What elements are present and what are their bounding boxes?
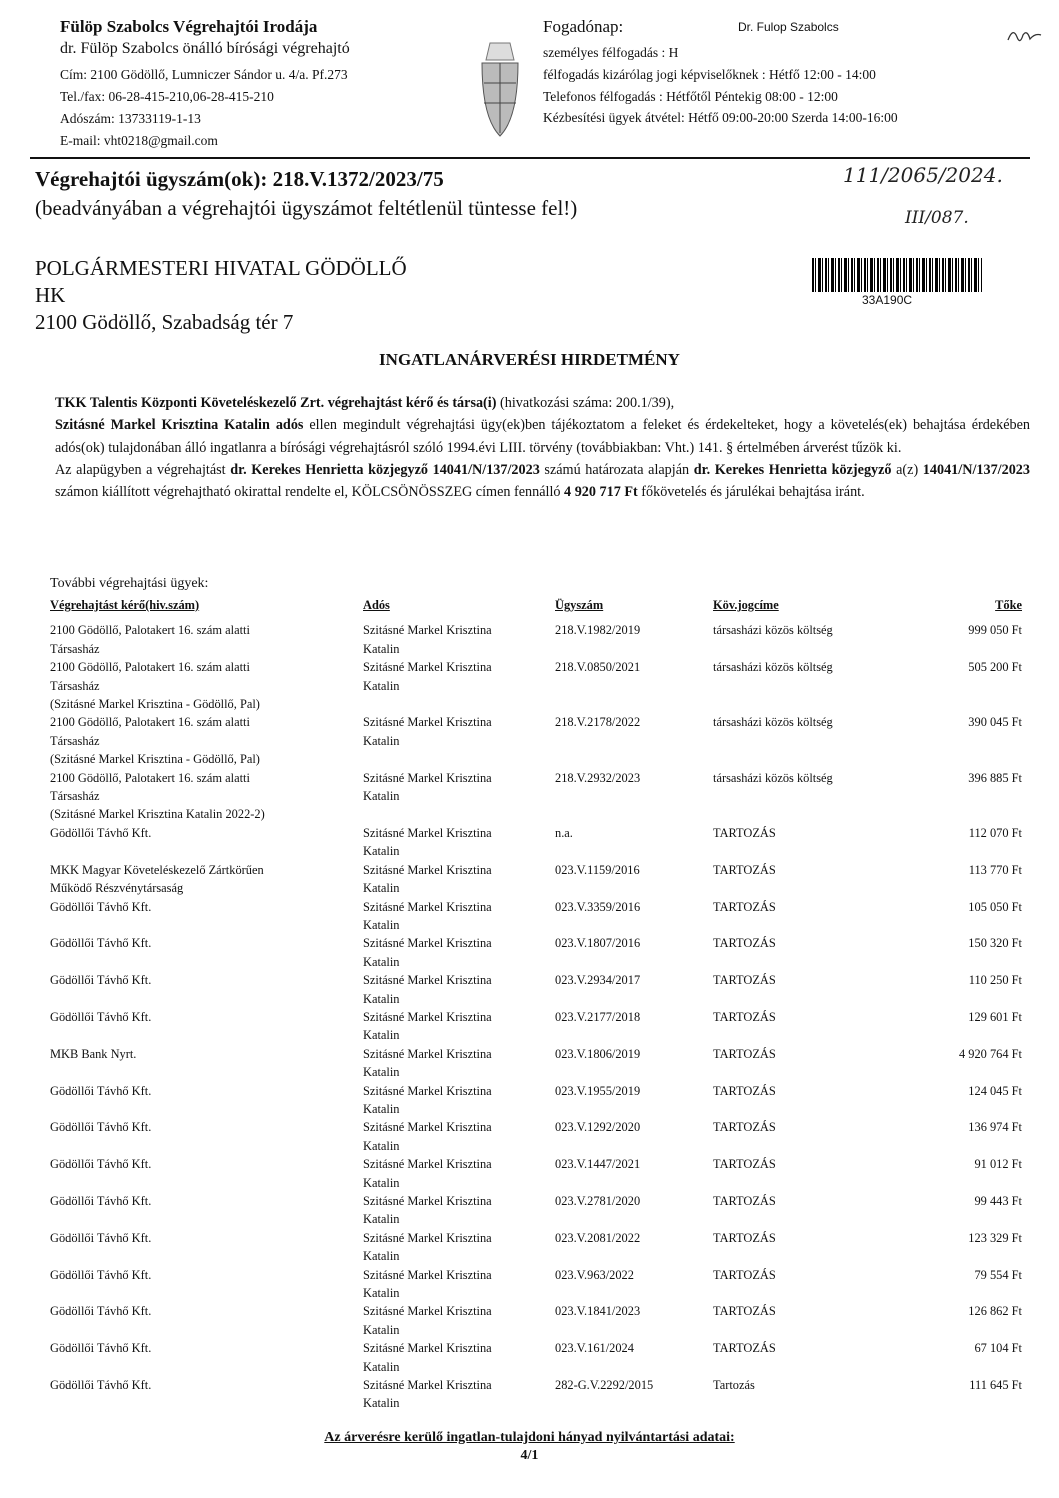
row-case-number: 282-G.V.2292/2015 <box>555 1378 654 1393</box>
coat-of-arms-emblem <box>478 38 520 138</box>
row-claim-title: TARTOZÁS <box>713 1304 776 1319</box>
row-amount: 123 329 Ft <box>968 1230 1022 1245</box>
table-row <box>50 1082 1025 1119</box>
row-debtor: Szitásné Markel Krisztina Katalin <box>363 1341 492 1374</box>
row-creditor: Gödöllői Távhő Kft. <box>50 1157 152 1172</box>
row-claim-title: Tartozás <box>713 1378 755 1393</box>
document-heading: INGATLANÁRVERÉSI HIRDETMÉNY <box>379 350 680 369</box>
debtor-name: Szitásné Markel Krisztina Katalin adós <box>55 417 304 434</box>
table-row <box>50 861 1025 898</box>
row-claim-title: TARTOZÁS <box>713 1267 776 1282</box>
row-case-number: 023.V.1292/2020 <box>555 1120 641 1135</box>
notary-name: dr. Kerekes Henrietta közjegyző <box>693 461 892 478</box>
row-case-number: 218.V.1982/2019 <box>555 623 641 638</box>
row-case-number: 023.V.2081/2022 <box>555 1230 641 1245</box>
table-row <box>50 1155 1025 1192</box>
table-row <box>50 1229 1025 1266</box>
office-name: Fülöp Szabolcs Végrehajtói Irodája <box>60 17 318 36</box>
row-amount: 124 045 Ft <box>968 1083 1022 1098</box>
table-row <box>50 658 1025 713</box>
row-amount: 396 885 Ft <box>968 770 1022 785</box>
table-row <box>50 1302 1025 1339</box>
notice-text: a(z) <box>891 461 923 478</box>
row-case-number: 023.V.1807/2016 <box>555 936 641 951</box>
principal-amount: 4 920 717 Ft <box>564 484 638 501</box>
row-case-number: 023.V.3359/2016 <box>555 899 641 914</box>
table-row <box>50 1266 1025 1303</box>
table-row <box>50 1192 1025 1229</box>
row-debtor: Szitásné Markel Krisztina Katalin <box>363 825 492 859</box>
row-amount: 111 645 Ft <box>969 1378 1022 1393</box>
property-section-heading: Az árverésre kerülő ingatlan-tulajdoni hányad nyilvántartási adatai: <box>324 1430 735 1445</box>
row-debtor: Szitásné Markel Krisztina Katalin <box>363 1230 492 1264</box>
table-row <box>50 1376 1025 1413</box>
reception-line: félfogadás kizárólag jogi képviselőknek : Hétfő 12:00 - 14:00 <box>543 67 876 82</box>
row-amount: 110 250 Ft <box>968 973 1022 988</box>
row-creditor: Gödöllői Távhő Kft. <box>50 1341 152 1356</box>
row-debtor: Szitásné Markel Krisztina Katalin <box>363 1009 492 1043</box>
row-amount: 112 070 Ft <box>968 825 1022 840</box>
notice-text: Az alapügyben a végrehajtást <box>55 461 231 478</box>
row-case-number: 023.V.1841/2023 <box>555 1304 641 1319</box>
notice-text: főkövetelés és járulékai behajtása iránt. <box>637 484 865 501</box>
table-row <box>50 824 1025 861</box>
row-claim-title: társasházi közös költség <box>713 715 833 730</box>
row-case-number: 023.V.2934/2017 <box>555 973 641 988</box>
row-creditor: 2100 Gödöllő, Palotakert 16. szám alatti Társasház (Szitásné Markel Krisztina - Gödöllő, Pal) <box>50 660 260 712</box>
row-creditor: Gödöllői Távhő Kft. <box>50 1194 152 1208</box>
row-amount: 136 974 Ft <box>968 1120 1022 1135</box>
recipient-address: 2100 Gödöllő, Szabadság tér 7 <box>35 310 294 334</box>
row-debtor: Szitásné Markel Krisztina Katalin <box>363 936 492 969</box>
creditor-reference: (hivatkozási száma: 200.1/39), <box>496 395 675 411</box>
row-amount: 126 862 Ft <box>968 1304 1022 1319</box>
row-creditor: 2100 Gödöllő, Palotakert 16. szám alatti Társasház <box>50 623 250 656</box>
row-amount: 67 104 Ft <box>974 1341 1022 1356</box>
table-row <box>50 1339 1025 1376</box>
row-debtor: Szitásné Markel Krisztina Katalin <box>363 770 492 804</box>
notice-body <box>55 392 1030 503</box>
row-amount: 99 443 Ft <box>974 1194 1022 1208</box>
table-row <box>50 769 1025 824</box>
col-debtor: Adós <box>363 598 390 612</box>
table-header <box>50 596 1025 614</box>
table-row <box>50 971 1025 1008</box>
row-case-number: n.a. <box>555 825 573 840</box>
row-creditor: Gödöllői Távhő Kft. <box>50 1304 152 1319</box>
row-claim-title: TARTOZÁS <box>713 825 776 840</box>
row-amount: 129 601 Ft <box>968 1009 1022 1024</box>
row-claim-title: TARTOZÁS <box>713 1083 776 1098</box>
table-row <box>50 621 1025 658</box>
col-amount: Tőke <box>995 598 1022 612</box>
row-claim-title: társasházi közös költség <box>713 770 833 785</box>
row-debtor: Szitásné Markel Krisztina Katalin <box>363 899 492 932</box>
row-debtor: Szitásné Markel Krisztina Katalin <box>363 1194 492 1227</box>
digital-signer: Dr. Fulop Szabolcs <box>738 20 839 34</box>
row-amount: 505 200 Ft <box>968 660 1022 675</box>
row-claim-title: TARTOZÁS <box>713 1230 776 1245</box>
row-debtor: Szitásné Markel Krisztina Katalin <box>363 1157 492 1190</box>
row-creditor: Gödöllői Távhő Kft. <box>50 1009 152 1024</box>
row-claim-title: TARTOZÁS <box>713 936 776 951</box>
col-creditor: Végrehajtást kérő(hiv.szám) <box>50 598 200 612</box>
reception-line: személyes félfogadás : H <box>543 45 679 60</box>
bailiff-title: dr. Fülöp Szabolcs önálló bírósági végrehajtó <box>60 40 350 57</box>
row-amount: 4 920 764 Ft <box>959 1046 1022 1061</box>
row-case-number: 023.V.963/2022 <box>555 1267 634 1282</box>
row-debtor: Szitásné Markel Krisztina Katalin <box>363 1083 492 1116</box>
notice-text: számú határozata alapján <box>539 461 694 478</box>
notary-number: 14041/N/137/2023 <box>922 461 1030 478</box>
row-creditor: MKK Magyar Követeléskezelő Zártkörűen Működő Részvénytársaság <box>50 862 264 896</box>
row-creditor: Gödöllői Távhő Kft. <box>50 973 152 988</box>
row-debtor: Szitásné Markel Krisztina Katalin <box>363 1046 492 1080</box>
page-number: 4/1 <box>520 1448 539 1463</box>
handwritten-subnumber: III/087. <box>905 208 969 228</box>
row-amount: 91 012 Ft <box>974 1157 1022 1172</box>
row-creditor: 2100 Gödöllő, Palotakert 16. szám alatti Társasház (Szitásné Markel Krisztina - Gödöllő, Pal) <box>50 715 260 767</box>
row-amount: 79 554 Ft <box>974 1267 1022 1282</box>
row-creditor: Gödöllői Távhő Kft. <box>50 899 152 914</box>
row-amount: 105 050 Ft <box>968 899 1022 914</box>
creditor-name: TKK Talentis Központi Követeléskezelő Zrt. végrehajtást kérő és társa(i) <box>55 395 497 411</box>
recipient-line2: HK <box>35 283 66 307</box>
row-creditor: Gödöllői Távhő Kft. <box>50 1083 152 1098</box>
row-claim-title: TARTOZÁS <box>713 1009 776 1024</box>
office-phone: Tel./fax: 06-28-415-210,06-28-415-210 <box>60 89 274 104</box>
col-case: Ügyszám <box>555 598 604 612</box>
row-amount: 150 320 Ft <box>968 936 1022 951</box>
cases-table <box>50 596 1025 1413</box>
notice-text: ellen megindult végrehajtási ügy(ek)ben tájékoztatom a feleket és érdekelteket, hogy a követelés(ek) behajtása érdekében adós(ok) tulajdonában álló ingatlanra a bírósági végrehajtásról szóló 1994.évi LIII. törvény (továbbiakban: Vht.) 141. § értelmében árverést tűzök ki. <box>55 417 1030 456</box>
row-claim-title: társasházi közös költség <box>713 623 833 638</box>
row-claim-title: TARTOZÁS <box>713 1194 776 1208</box>
office-tax-number: Adószám: 13733119-1-13 <box>60 111 201 126</box>
row-creditor: Gödöllői Távhő Kft. <box>50 936 152 951</box>
table-row <box>50 1045 1025 1082</box>
handwritten-registration: 111/2065/2024. <box>843 163 1003 187</box>
row-case-number: 218.V.0850/2021 <box>555 660 641 675</box>
reception-line: Telefonos félfogadás : Hétfőtől Péntekig 08:00 - 12:00 <box>543 89 838 104</box>
notary-ref: dr. Kerekes Henrietta közjegyző 14041/N/137/2023 <box>230 461 540 478</box>
row-claim-title: TARTOZÁS <box>713 1157 776 1172</box>
row-case-number: 023.V.1806/2019 <box>555 1046 641 1061</box>
header-divider <box>30 157 1030 159</box>
office-email: E-mail: vht0218@gmail.com <box>60 133 218 148</box>
row-claim-title: TARTOZÁS <box>713 1120 776 1135</box>
row-creditor: Gödöllői Távhő Kft. <box>50 825 152 840</box>
row-case-number: 023.V.1159/2016 <box>555 862 640 877</box>
row-creditor: Gödöllői Távhő Kft. <box>50 1378 152 1393</box>
table-row <box>50 713 1025 768</box>
row-debtor: Szitásné Markel Krisztina Katalin <box>363 1378 492 1411</box>
row-debtor: Szitásné Markel Krisztina Katalin <box>363 973 492 1006</box>
barcode <box>812 258 982 292</box>
row-case-number: 023.V.2781/2020 <box>555 1194 641 1208</box>
office-address: Cím: 2100 Gödöllő, Lumniczer Sándor u. 4/a. Pf.273 <box>60 67 348 82</box>
row-debtor: Szitásné Markel Krisztina Katalin <box>363 715 492 748</box>
col-title: Köv.jogcíme <box>713 598 779 612</box>
table-caption: További végrehajtási ügyek: <box>50 576 209 591</box>
row-creditor: Gödöllői Távhő Kft. <box>50 1120 152 1135</box>
reception-line: Kézbesítési ügyek átvétel: Hétfő 09:00-20:00 Szerda 14:00-16:00 <box>543 110 898 125</box>
case-number: Végrehajtói ügyszám(ok): 218.V.1372/2023/75 <box>35 167 444 191</box>
row-debtor: Szitásné Markel Krisztina Katalin <box>363 623 492 656</box>
row-claim-title: TARTOZÁS <box>713 1341 776 1356</box>
row-debtor: Szitásné Markel Krisztina Katalin <box>363 862 492 896</box>
row-creditor: 2100 Gödöllő, Palotakert 16. szám alatti Társasház (Szitásné Markel Krisztina Katalin 2022-2) <box>50 770 265 822</box>
table-row <box>50 898 1025 935</box>
row-claim-title: TARTOZÁS <box>713 862 776 877</box>
row-claim-title: társasházi közös költség <box>713 660 833 675</box>
row-amount: 113 770 Ft <box>968 862 1022 877</box>
row-case-number: 218.V.2932/2023 <box>555 770 641 785</box>
row-amount: 999 050 Ft <box>968 623 1022 638</box>
row-creditor: MKB Bank Nyrt. <box>50 1046 137 1061</box>
row-claim-title: TARTOZÁS <box>713 899 776 914</box>
table-row <box>50 1008 1025 1045</box>
reception-title: Fogadónap: <box>543 17 624 36</box>
signature-mark <box>1005 25 1045 50</box>
row-creditor: Gödöllői Távhő Kft. <box>50 1267 152 1282</box>
row-amount: 390 045 Ft <box>968 715 1022 730</box>
barcode-text: 33A190C <box>862 293 913 307</box>
row-creditor: Gödöllői Távhő Kft. <box>50 1230 152 1245</box>
row-debtor: Szitásné Markel Krisztina Katalin <box>363 1304 492 1337</box>
row-case-number: 023.V.161/2024 <box>555 1341 634 1356</box>
row-claim-title: TARTOZÁS <box>713 1046 776 1061</box>
row-debtor: Szitásné Markel Krisztina Katalin <box>363 660 492 693</box>
table-row <box>50 934 1025 971</box>
row-debtor: Szitásné Markel Krisztina Katalin <box>363 1120 492 1153</box>
notice-text: számon kiállított végrehajtható okirattal rendelte el, KÖLCSÖNÖSSZEG címen fennálló <box>55 484 565 501</box>
row-case-number: 023.V.1955/2019 <box>555 1083 641 1098</box>
row-debtor: Szitásné Markel Krisztina Katalin <box>363 1267 492 1301</box>
recipient-name: POLGÁRMESTERI HIVATAL GÖDÖLLŐ <box>35 256 407 280</box>
row-case-number: 218.V.2178/2022 <box>555 715 641 730</box>
case-number-note: (beadványában a végrehajtói ügyszámot feltétlenül tüntesse fel!) <box>35 196 578 220</box>
row-claim-title: TARTOZÁS <box>713 973 776 988</box>
row-case-number: 023.V.2177/2018 <box>555 1009 641 1024</box>
table-row <box>50 1118 1025 1155</box>
row-case-number: 023.V.1447/2021 <box>555 1157 641 1172</box>
